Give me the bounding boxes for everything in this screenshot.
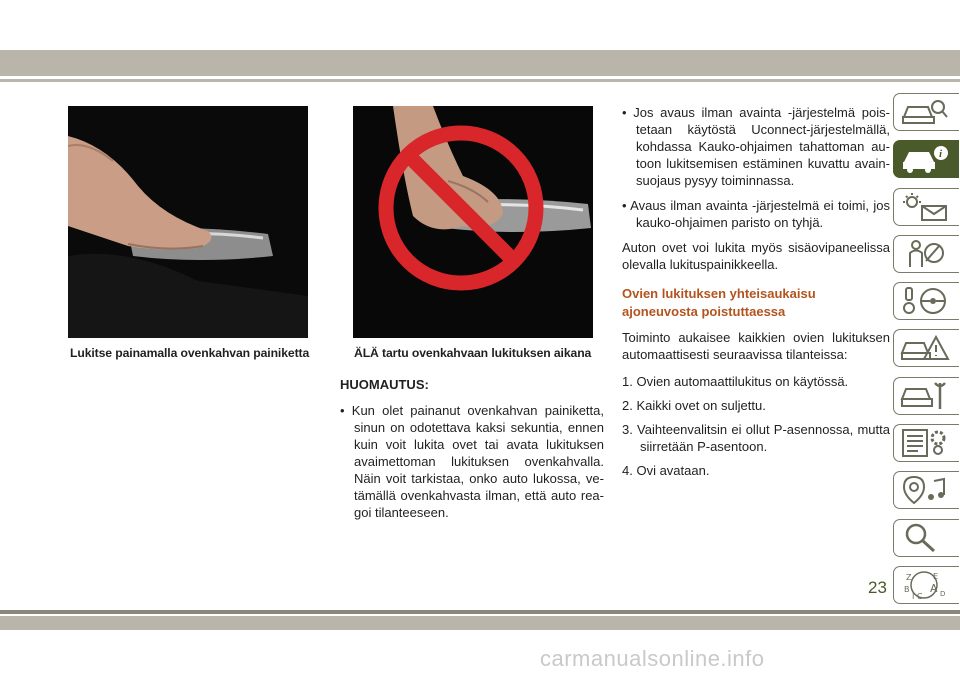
tab-roadside-emergency[interactable] bbox=[893, 329, 959, 367]
header-line bbox=[0, 79, 960, 82]
note-title: HUOMAUTUS: bbox=[340, 377, 429, 392]
paragraph-interior-lock: Auton ovet voi lukita myös sisäovipaneelissa olevalla lukituspainikkeella. bbox=[622, 240, 890, 272]
svg-text:A: A bbox=[930, 581, 938, 595]
header-band bbox=[0, 50, 960, 76]
caption-left: Lukitse painamalla ovenkahvan painiketta bbox=[70, 346, 310, 360]
watermark: carmanualsonline.info bbox=[540, 646, 765, 671]
list-item: 3. Vaihteenvalitsin ei ollut P-asennossa, mutta siirretään P-asentoon. bbox=[622, 422, 890, 454]
right-column bbox=[622, 104, 890, 486]
tab-airbag-safety[interactable] bbox=[893, 235, 959, 273]
tab-index-search[interactable] bbox=[893, 519, 959, 557]
caption-right: ÄLÄ tartu ovenkahvaan lukituksen aikana bbox=[354, 346, 592, 360]
footer-line bbox=[0, 610, 960, 614]
tab-steering-start[interactable] bbox=[893, 282, 959, 320]
car-search-icon bbox=[900, 97, 950, 127]
car-service-icon bbox=[900, 381, 950, 411]
tab-multimedia[interactable] bbox=[893, 471, 959, 509]
warning-lights-icon bbox=[900, 192, 950, 222]
airbag-safety-icon bbox=[900, 239, 950, 269]
svg-text:I C: I C bbox=[912, 591, 923, 600]
svg-text:E: E bbox=[933, 571, 939, 581]
note-column bbox=[340, 376, 604, 529]
note-bullet: • Kun olet painanut ovenkahvan painiketta, sinun on odotettava kaksi sekuntia, ennen kuin voit lukita ovet tai avata lukituksen avaimettoman lukituksen ovenkahvalla. Näin voit tarkistaa, onko auto lukossa, vetämällä ovenkahvasta ilman, että auto reagoi tilanteeseen. bbox=[340, 403, 604, 520]
svg-text:i: i bbox=[939, 148, 943, 161]
page-number: 23 bbox=[868, 578, 887, 597]
tab-specifications[interactable] bbox=[893, 424, 959, 462]
section-intro: Toiminto aukaisee kaikkien ovien lukituksen automaattisesti seuraavissa tilanteissa: bbox=[622, 330, 890, 362]
svg-text:B: B bbox=[904, 584, 910, 594]
photo-press-button bbox=[68, 106, 308, 338]
photo-do-not-grab bbox=[353, 106, 593, 338]
section-title-line2: ajoneuvosta poistuttaessa bbox=[622, 304, 786, 319]
index-search-icon bbox=[900, 523, 950, 553]
tab-car-info[interactable] bbox=[893, 140, 959, 178]
tab-language-index[interactable] bbox=[893, 566, 959, 604]
footer-band bbox=[0, 616, 960, 630]
chapter-tabs bbox=[893, 93, 960, 613]
bullet-keyless-disabled: • Jos avaus ilman avainta -järjestelmä poistetaan käytöstä Uconnect-järjestelmällä, kohdassa Kauko-ohjaimen tahattoman autoon lukitsemisen estäminen kuvattu avainsuojaus pysyy toiminnassa. bbox=[622, 105, 890, 188]
specifications-icon bbox=[900, 428, 950, 458]
list-item: 2. Kaikki ovet on suljettu. bbox=[622, 398, 766, 413]
language-index-icon bbox=[900, 570, 950, 600]
section-title bbox=[622, 285, 890, 321]
roadside-emergency-icon bbox=[900, 333, 950, 363]
list-item: 4. Ovi avataan. bbox=[622, 463, 710, 478]
car-info-icon bbox=[900, 144, 950, 174]
bullet-battery: • Avaus ilman avainta -järjestelmä ei toimi, jos kauko-ohjaimen paristo on tyhjä. bbox=[622, 198, 890, 230]
section-title-line1: Ovien lukituksen yhteisaukaisu bbox=[622, 286, 816, 301]
list-item: 1. Ovien automaattilukitus on käytössä. bbox=[622, 374, 849, 389]
tab-car-search[interactable] bbox=[893, 93, 959, 131]
svg-text:Z: Z bbox=[906, 572, 912, 582]
multimedia-icon bbox=[900, 475, 950, 505]
steering-start-icon bbox=[900, 286, 950, 316]
tab-car-service[interactable] bbox=[893, 377, 959, 415]
tab-warning-lights[interactable] bbox=[893, 188, 959, 226]
svg-text:D: D bbox=[940, 589, 946, 598]
